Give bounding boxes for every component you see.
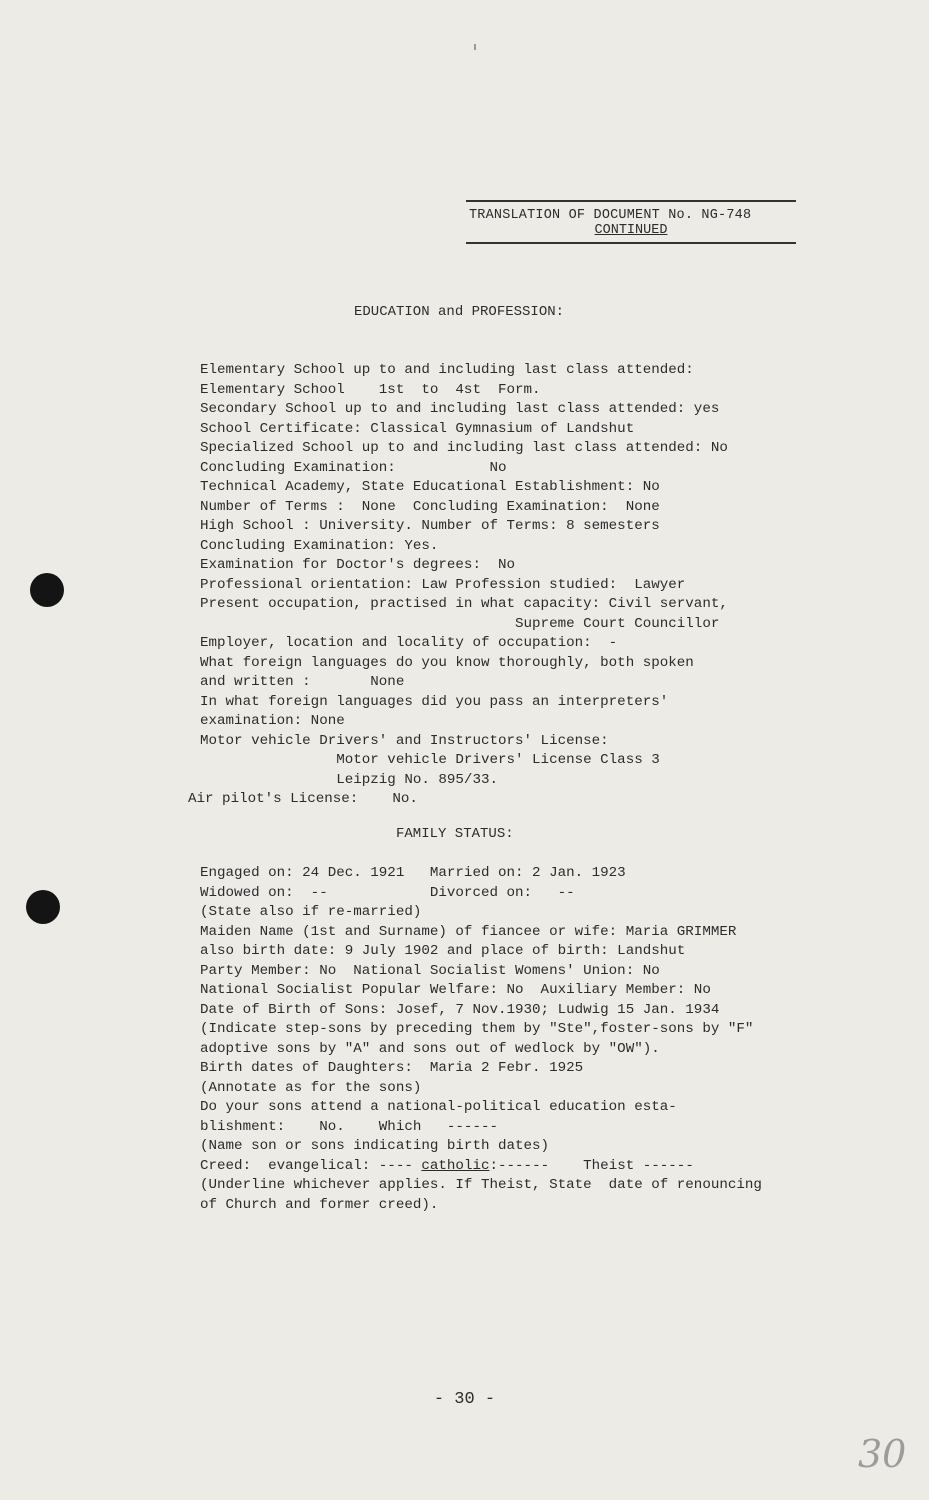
family-line: of Church and former creed). [200, 1196, 439, 1213]
family-line: also birth date: 9 July 1902 and place of birth: Landshut [200, 943, 686, 959]
punch-hole-top [30, 573, 64, 607]
education-line: High School : University. Number of Terms: 8 semesters [200, 518, 660, 534]
family-line: blishment: No. Which ------ [200, 1118, 498, 1135]
family-line: Date of Birth of Sons: Josef, 7 Nov.1930; Ludwig 15 Jan. 1934 [200, 1001, 720, 1018]
family-line: (State also if re-married) [200, 904, 422, 920]
family-line: National Socialist Popular Welfare: No Auxiliary Member: No [200, 982, 711, 998]
creed-line [200, 1157, 860, 1177]
family-line: Engaged on: 24 Dec. 1921 Married on: 2 Jan. 1923 [200, 865, 626, 881]
family-line: (Annotate as for the sons) [200, 1079, 422, 1096]
education-line: and written : None [200, 674, 405, 690]
education-line: Professional orientation: Law Profession studied: Lawyer [200, 576, 686, 593]
family-line: Birth dates of Daughters: Maria 2 Febr. 1925 [200, 1060, 584, 1076]
family-line: Do your sons attend a national-political education esta- [200, 1099, 677, 1115]
document-header [466, 200, 796, 244]
header-title: TRANSLATION OF DOCUMENT No. NG-748 [469, 208, 752, 223]
family-line: (Indicate step-sons by preceding them by "Ste",foster-sons by "F" [200, 1021, 754, 1037]
education-section [200, 361, 860, 790]
family-line: Widowed on: -- Divorced on: -- [200, 884, 575, 901]
family-line: Maiden Name (1st and Surname) of fiancee or wife: Maria GRIMMER [200, 923, 737, 940]
education-line: Specialized School up to and including last class attended: No [200, 440, 728, 456]
education-line: examination: None [200, 713, 345, 729]
education-line: Concluding Examination: No [200, 459, 507, 476]
education-line: Number of Terms : None Concluding Examination: None [200, 498, 660, 515]
education-line: Present occupation, practised in what capacity: Civil servant, [200, 596, 728, 612]
education-line: Employer, location and locality of occupation: - [200, 635, 618, 651]
family-heading: FAMILY STATUS: [396, 826, 514, 842]
header-subtitle: CONTINUED [594, 223, 668, 238]
creed-suffix: :------ Theist ------ [489, 1157, 694, 1174]
education-line: Supreme Court Councillor [200, 615, 720, 632]
education-line: Motor vehicle Drivers' and Instructors' License: [200, 732, 609, 749]
education-line: What foreign languages do you know thoroughly, both spoken [200, 654, 694, 671]
education-line: Secondary School up to and including last class attended: yes [200, 401, 720, 417]
handwritten-page-number: 30 [858, 1432, 907, 1476]
air-pilot-license: Air pilot's License: No. [188, 791, 418, 807]
header-rule-top [466, 200, 796, 202]
family-line: (Underline whichever applies. If Theist, State date of renouncing [200, 1177, 762, 1193]
punch-hole-bottom [26, 890, 60, 924]
education-line: In what foreign languages did you pass an interpreters' [200, 693, 669, 710]
creed-prefix: Creed: evangelical: ---- [200, 1157, 422, 1174]
family-section [200, 864, 860, 1215]
education-line: Leipzig No. 895/33. [200, 771, 498, 788]
education-line: Elementary School 1st to 4st Form. [200, 381, 541, 398]
education-heading: EDUCATION and PROFESSION: [354, 304, 565, 320]
education-line: School Certificate: Classical Gymnasium of Landshut [200, 420, 635, 437]
header-rule-bottom [466, 242, 796, 244]
education-line: Technical Academy, State Educational Establishment: No [200, 479, 660, 495]
page-number: - 30 - [433, 1390, 496, 1409]
education-line: Motor vehicle Drivers' License Class 3 [200, 752, 660, 768]
education-line: Examination for Doctor's degrees: No [200, 557, 516, 573]
family-line: (Name son or sons indicating birth dates) [200, 1138, 550, 1154]
paper-speck [474, 44, 476, 50]
creed-underlined: catholic [421, 1157, 490, 1174]
education-line: Elementary School up to and including last class attended: [200, 362, 694, 378]
education-line: Concluding Examination: Yes. [200, 537, 439, 554]
family-line: adoptive sons by "A" and sons out of wedlock by "OW"). [200, 1040, 660, 1057]
family-line: Party Member: No National Socialist Womens' Union: No [200, 962, 660, 979]
